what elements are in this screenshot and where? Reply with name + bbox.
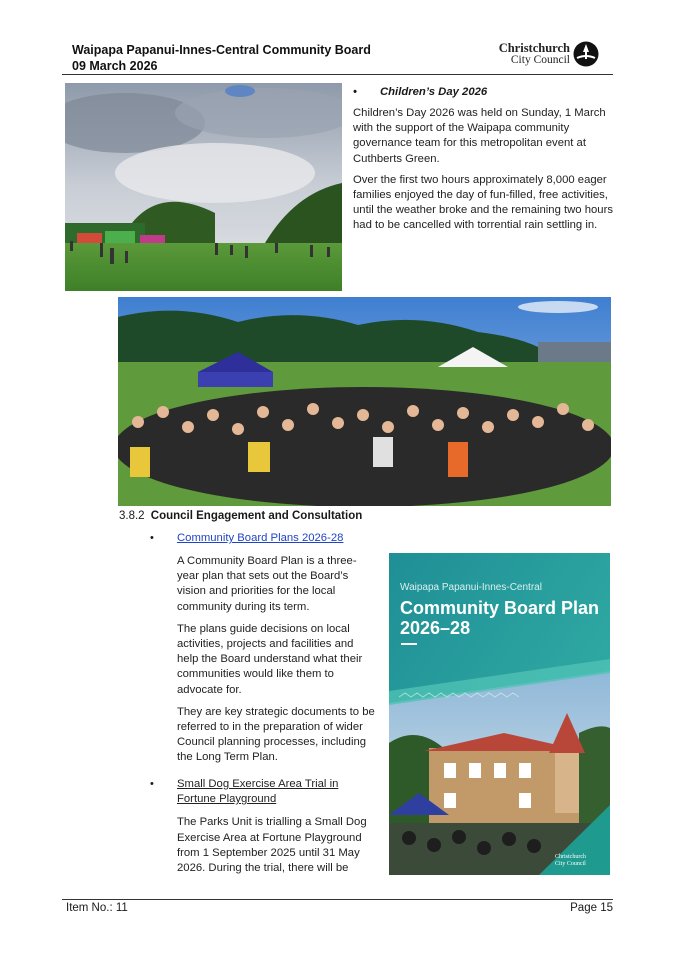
plan-cover-image — [389, 553, 610, 875]
section-title: Council Engagement and Consultation — [150, 510, 363, 522]
cover-logo — [555, 854, 586, 868]
plans-para3: They are key strategic documents to be referred to in the preparation of wider Council planning processes, including the Long Term Plan. — [177, 705, 375, 764]
childrens-day-photo — [65, 83, 342, 291]
dog-area-link[interactable]: Small Dog Exercise Area Trial in Fortune Playground — [177, 778, 339, 806]
bullet: • — [150, 778, 154, 790]
crowd-photo — [118, 297, 611, 506]
dog-area-para1: The Parks Unit is trialling a Small Dog Exercise Area at Fortune Playground from 1 September 2025 until 31 May 2026. During the trial, there will be — [177, 816, 367, 875]
item-number: Item No.: 11 — [66, 902, 128, 914]
plans-block — [150, 531, 380, 766]
bullet: • — [150, 532, 154, 544]
board-name: Waipapa Papanui-Innes-Central Community Board — [72, 43, 371, 57]
logo-line1: Christchurch — [498, 41, 570, 55]
childrens-day-block — [353, 85, 613, 234]
plans-para2: The plans guide decisions on local activities, projects and facilities and help the Board understand what their communities would like them to advocate for. — [177, 622, 363, 696]
cover-subtitle: Waipapa Papanui-Innes-Central — [400, 582, 542, 593]
footer-rule — [62, 899, 613, 900]
cathedral-logo-icon — [573, 41, 599, 67]
cover-logo-line2: City Council — [555, 861, 586, 867]
section-heading — [119, 509, 362, 524]
childrens-day-para2: Over the first two hours approximately 8,000 eager families enjoyed the day of fun-filled, free activities, until the weather broke and the remaining two hours had to be cancelled with torrential rain settling in. — [353, 173, 613, 232]
board-header — [72, 42, 371, 74]
childrens-day-para1: Children’s Day 2026 was held on Sunday, 1 March with the support of the Waipapa community governance team for this metropolitan event at Cuthberts Green. — [353, 107, 606, 165]
header-rule — [62, 74, 613, 75]
cover-title: Community Board Plan 2026–28 — [400, 598, 600, 638]
section-number: 3.8.2 — [119, 510, 145, 522]
page-number: Page 15 — [570, 902, 613, 914]
plans-link[interactable]: Community Board Plans 2026-28 — [177, 532, 344, 544]
cover-logo-line1: Christchurch — [555, 854, 586, 860]
meeting-date: 09 March 2026 — [72, 59, 158, 73]
plans-para1: A Community Board Plan is a three-year plan that sets out the Board’s vision and priorities for the local community during its term. — [177, 555, 357, 613]
dog-area-block — [150, 777, 380, 876]
cover-dash — [401, 643, 417, 645]
logo-line2: City Council — [510, 54, 570, 66]
bullet: • — [353, 86, 357, 98]
council-logo — [498, 41, 602, 69]
childrens-day-heading: Children’s Day 2026 — [380, 86, 488, 98]
